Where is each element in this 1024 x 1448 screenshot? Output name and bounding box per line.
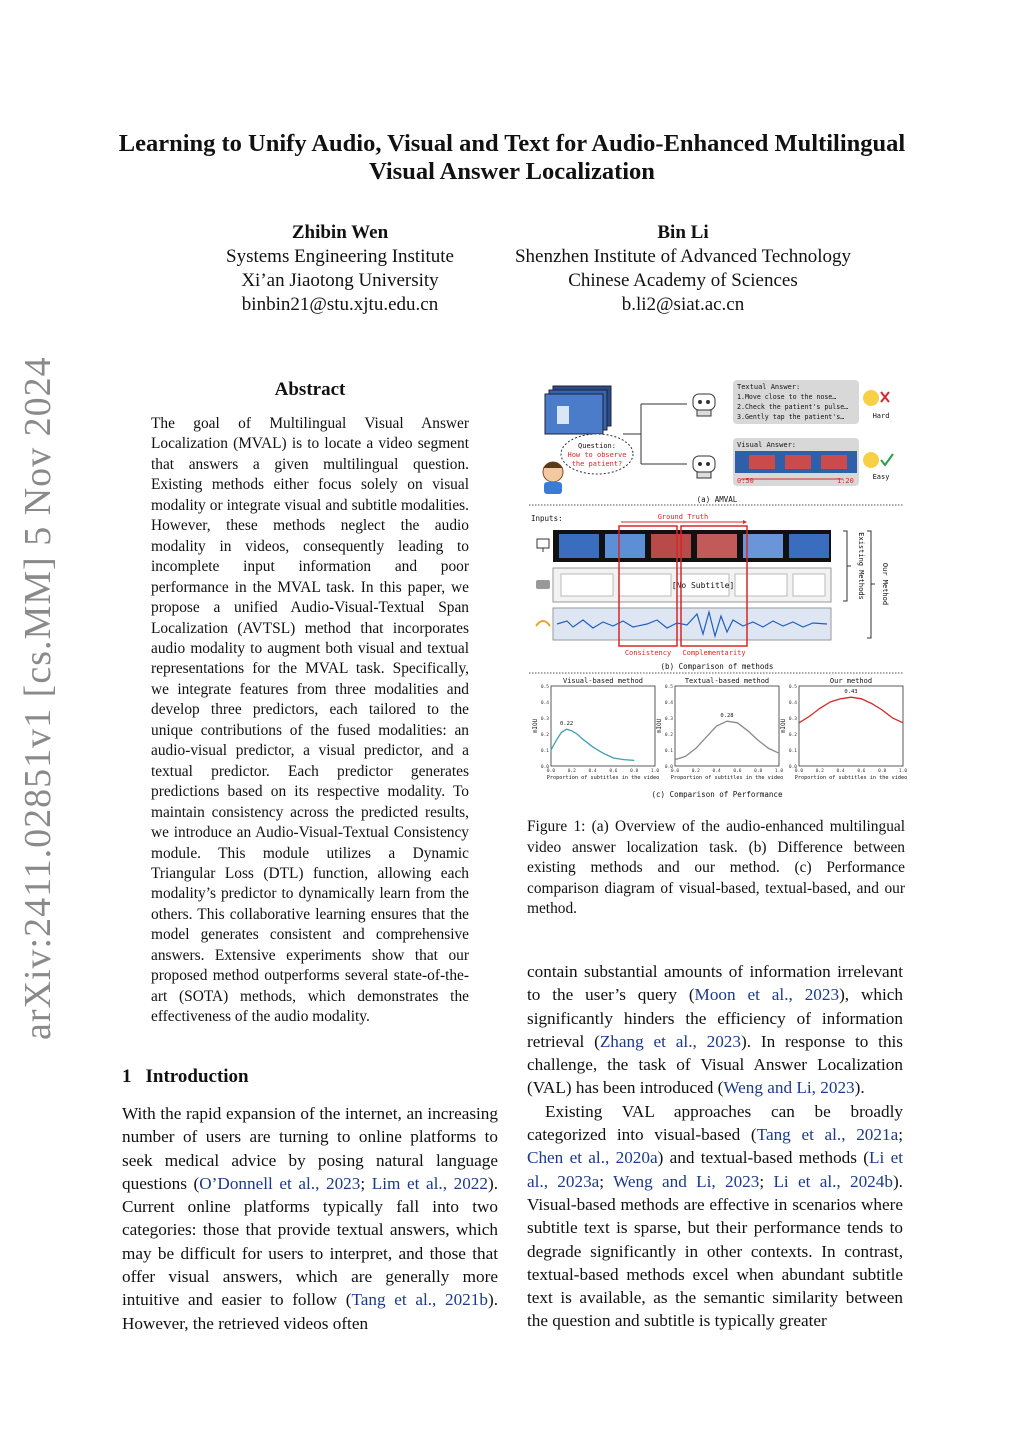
- x-tick-label: 0.8: [754, 769, 763, 774]
- confused-emoji-icon: [863, 390, 889, 420]
- user-avatar: [543, 462, 563, 494]
- x-tick-label: 1.0: [898, 769, 907, 774]
- x-tick-label: 0.2: [815, 769, 824, 774]
- citation-link[interactable]: Li et al., 2023a: [527, 1148, 904, 1191]
- existing-methods-label: Existing Methods: [857, 532, 865, 600]
- ground-truth-label: Ground Truth: [657, 513, 709, 521]
- robot-icon: [693, 394, 715, 416]
- audio-icon: [536, 621, 550, 626]
- y-tick-label: 0.5: [664, 685, 673, 690]
- x-tick-label: 0.6: [857, 769, 866, 774]
- question-label: Question:: [578, 442, 616, 450]
- y-tick-label: 0.2: [664, 733, 673, 738]
- textual-answer-line: 1.Move close to the nose…: [737, 393, 837, 401]
- citation-link[interactable]: Moon et al., 2023: [694, 985, 840, 1005]
- x-tick-label: 0.6: [733, 769, 742, 774]
- figure-1-canvas: [527, 376, 907, 806]
- x-tick-label: 0.0: [670, 769, 680, 774]
- author-email[interactable]: binbin21@stu.xjtu.edu.cn: [241, 294, 439, 315]
- citation-link[interactable]: Lim et al., 2022: [371, 1173, 488, 1193]
- citation-link[interactable]: Tang et al., 2021b: [351, 1290, 488, 1310]
- y-tick-label: 0.0: [664, 765, 673, 770]
- author-name: Zhibin Wen: [291, 222, 389, 243]
- question-text: the patient?: [571, 460, 623, 468]
- y-tick-label: 0.3: [540, 717, 549, 722]
- arxiv-watermark: arXiv:2411.02851v1 [cs.MM] 5 Nov 2024: [17, 356, 59, 1040]
- author-affiliation: Xi’an Jiaotong University: [241, 270, 439, 291]
- x-tick-label: 0.0: [794, 769, 804, 774]
- question-text: How to observe: [567, 451, 627, 459]
- citation-link[interactable]: O’Donnell et al., 2023: [199, 1173, 361, 1193]
- citation-link[interactable]: Tang et al., 2021a: [756, 1125, 899, 1145]
- intro-left-column: [122, 1102, 498, 1335]
- x-axis-label: Proportion of subtitles in the video: [670, 775, 784, 781]
- x-tick-label: 1.0: [650, 769, 660, 774]
- complementarity-label: Complementarity: [682, 649, 746, 657]
- x-tick-label: 0.2: [567, 769, 576, 774]
- inputs-label: Inputs:: [531, 514, 563, 523]
- monitor-icon: [537, 539, 549, 552]
- video-frames-row: [553, 530, 831, 562]
- x-tick-label: 0.8: [878, 769, 887, 774]
- y-tick-label: 0.5: [788, 685, 797, 690]
- textual-answer-line: 3.Gently tap the patient's…: [737, 413, 845, 421]
- x-tick-label: 0.6: [609, 769, 618, 774]
- figure-1: [527, 376, 907, 806]
- intro-right-column: [527, 960, 903, 1333]
- y-tick-label: 0.4: [540, 701, 549, 706]
- citation-link[interactable]: Li et al., 2024b: [773, 1171, 893, 1191]
- author-block-1: [190, 221, 490, 317]
- textual-answer-box: [733, 380, 859, 424]
- y-tick-label: 0.3: [664, 717, 673, 722]
- peak-value-label: 0.28: [720, 713, 734, 720]
- abstract-text: The goal of Multilingual Visual Answer Localization (MVAL) is to locate a video segment that answers a given multilingual question. Existing methods either focus solely on visual modality or integrate visual and subtitle modalities. However, these methods neglect the audio modality in videos, consequently leading to incomplete input information and poor performance in the MVAL task. In this paper, we propose a unified Audio-Visual-Textual Span Localization (AVTSL) method that incorporates audio modality to augment both visual and textual representations for the MVAL task. Specifically, we integrate features from three modalities and develop three predictors, each tailored to the unique contributions of the fused modalities: an audio-visual predictor, a visual predictor, and a textual predictor. Each predictor generates predictions based on its respective modality. To maintain consistency across the predicted results, we introduce an Audio-Visual-Textual Consistency module. This module utilizes a Dynamic Triangular Loss (DTL) function, allowing each modality’s predictor to dynamically learn from the others. This collaborative learning ensures that the model generates consistent and comprehensive answers. Extensive experiments show that our proposed method outperforms several state-of-the-art (SOTA) methods, which demonstrates the effectiveness of the audio modality.: [151, 415, 469, 1026]
- easy-label: Easy: [872, 473, 890, 481]
- hard-label: Hard: [872, 412, 890, 420]
- chart-title: Textual-based method: [684, 677, 770, 685]
- section-heading: [122, 1066, 249, 1088]
- no-subtitle-label: [No Subtitle]: [671, 581, 735, 590]
- subfigure-a-caption: (a) AMVAL: [696, 495, 738, 504]
- y-axis-label: mIOU: [656, 718, 663, 734]
- visual-answer-title: Visual Answer:: [737, 441, 797, 449]
- citation-link[interactable]: Chen et al., 2020a: [527, 1148, 658, 1168]
- x-tick-label: 0.2: [691, 769, 700, 774]
- time-end: 1:20: [837, 477, 854, 485]
- chart-title: Visual-based method: [562, 677, 644, 685]
- textual-answer-title: Textual Answer:: [737, 383, 801, 391]
- y-axis-label: mIOU: [532, 718, 539, 734]
- paper-title-line-1: Learning to Unify Audio, Visual and Text for Audio-Enhanced Multilingual: [118, 130, 906, 157]
- author-email[interactable]: b.li2@siat.ac.cn: [621, 294, 745, 315]
- chart-title: Our method: [829, 677, 873, 685]
- abstract-heading: Abstract: [274, 379, 346, 400]
- audio-waveform-row: [553, 608, 831, 640]
- paragraph: Existing VAL approaches can be broadly categorized into visual-based (Tang et al., 2021a; Chen et al., 2020a) and textual-based methods (Li et al., 2023a; Weng and Li, 2023; Li et al., 2024b). Visual-based methods are effective in scenarios where subtitle text is sparse, but their performance tends to degrade significantly in other contexts. In contrast, textual-based methods excel when abundant subtitle text is available, as the semantic similarity between the question and subtitle is typically greater: [527, 1101, 904, 1331]
- y-axis-label: mIOU: [780, 718, 787, 734]
- chart-plot-area: [675, 686, 779, 766]
- x-axis-label: Proportion of subtitles in the video: [546, 775, 660, 781]
- y-tick-label: 0.4: [664, 701, 673, 706]
- time-start: 0:50: [737, 477, 754, 485]
- paragraph: contain substantial amounts of information irrelevant to the user’s query (Moon et al., 2023), which significantly hinders the efficiency of information retrieval (Zhang et al., 2023). In response to this challenge, the task of Visual Answer Localization (VAL) has been introduced (Weng and Li, 2023).: [527, 962, 903, 1098]
- video-thumbnail-stack: [545, 386, 611, 434]
- y-tick-label: 0.5: [540, 685, 549, 690]
- x-tick-label: 0.4: [712, 769, 721, 774]
- subtitle-row: [553, 568, 831, 602]
- citation-link[interactable]: Zhang et al., 2023: [599, 1031, 741, 1051]
- y-tick-label: 0.2: [540, 733, 549, 738]
- question-bubble: [561, 434, 633, 474]
- citation-link[interactable]: Weng and Li, 2023: [613, 1171, 760, 1191]
- our-method-side-label: Our Method: [881, 562, 889, 606]
- author-affiliation: Shenzhen Institute of Advanced Technology: [514, 246, 852, 267]
- paragraph: With the rapid expansion of the internet, an increasing number of users are turning to online platforms to seek medical advice by posing natural language questions (O’Donnell et al., 2023; Lim et al., 2022). Current online platforms typically fall into two categories: those that provide textual answers, which may be difficult for users to interpret, and those that offer visual answers, which are generally more intuitive and easier to follow (Tang et al., 2021b). However, the retrieved videos often: [122, 1104, 499, 1333]
- y-tick-label: 0.2: [788, 733, 797, 738]
- section-title: Introduction: [145, 1066, 249, 1087]
- paper-title-line-2: Visual Answer Localization: [369, 158, 655, 185]
- subfigure-c-caption: (c) Comparison of Performance: [651, 790, 783, 799]
- textual-answer-line: 2.Check the patient's pulse…: [737, 403, 849, 411]
- y-tick-label: 0.0: [540, 765, 549, 770]
- citation-link[interactable]: Weng and Li, 2023: [723, 1078, 855, 1098]
- y-tick-label: 0.3: [788, 717, 797, 722]
- robot-icon: [693, 456, 715, 478]
- subtitle-icon: [536, 580, 550, 589]
- x-tick-label: 0.0: [546, 769, 556, 774]
- paper-title: [100, 130, 924, 186]
- visual-answer-box: [733, 438, 859, 486]
- chart-plot-area: [799, 686, 903, 766]
- x-axis-label: Proportion of subtitles in the video: [794, 775, 907, 781]
- subfigure-b-caption: (b) Comparison of methods: [660, 662, 774, 671]
- author-affiliation: Chinese Academy of Sciences: [568, 270, 798, 291]
- consistency-label: Consistency: [624, 649, 672, 657]
- x-tick-label: 0.4: [836, 769, 845, 774]
- author-name: Bin Li: [657, 222, 709, 243]
- y-tick-label: 0.1: [788, 749, 797, 754]
- y-tick-label: 0.1: [540, 749, 549, 754]
- x-tick-label: 0.8: [630, 769, 639, 774]
- y-tick-label: 0.1: [664, 749, 673, 754]
- author-affiliation: Systems Engineering Institute: [226, 246, 454, 267]
- y-tick-label: 0.4: [788, 701, 797, 706]
- x-tick-label: 0.4: [588, 769, 597, 774]
- happy-emoji-icon: [863, 452, 893, 481]
- performance-charts: [532, 677, 907, 781]
- peak-value-label: 0.22: [559, 721, 574, 728]
- figure-caption: Figure 1: (a) Overview of the audio-enhanced multilingual video answer localization task. (b) Difference between existing methods and our method. (c) Performance comparison diagram of visual-based, textual-based, and our method.: [527, 818, 905, 917]
- y-tick-label: 0.0: [788, 765, 797, 770]
- x-tick-label: 1.0: [774, 769, 784, 774]
- peak-value-label: 0.43: [844, 689, 858, 696]
- section-number: 1: [122, 1066, 132, 1087]
- author-block-2: [490, 221, 876, 317]
